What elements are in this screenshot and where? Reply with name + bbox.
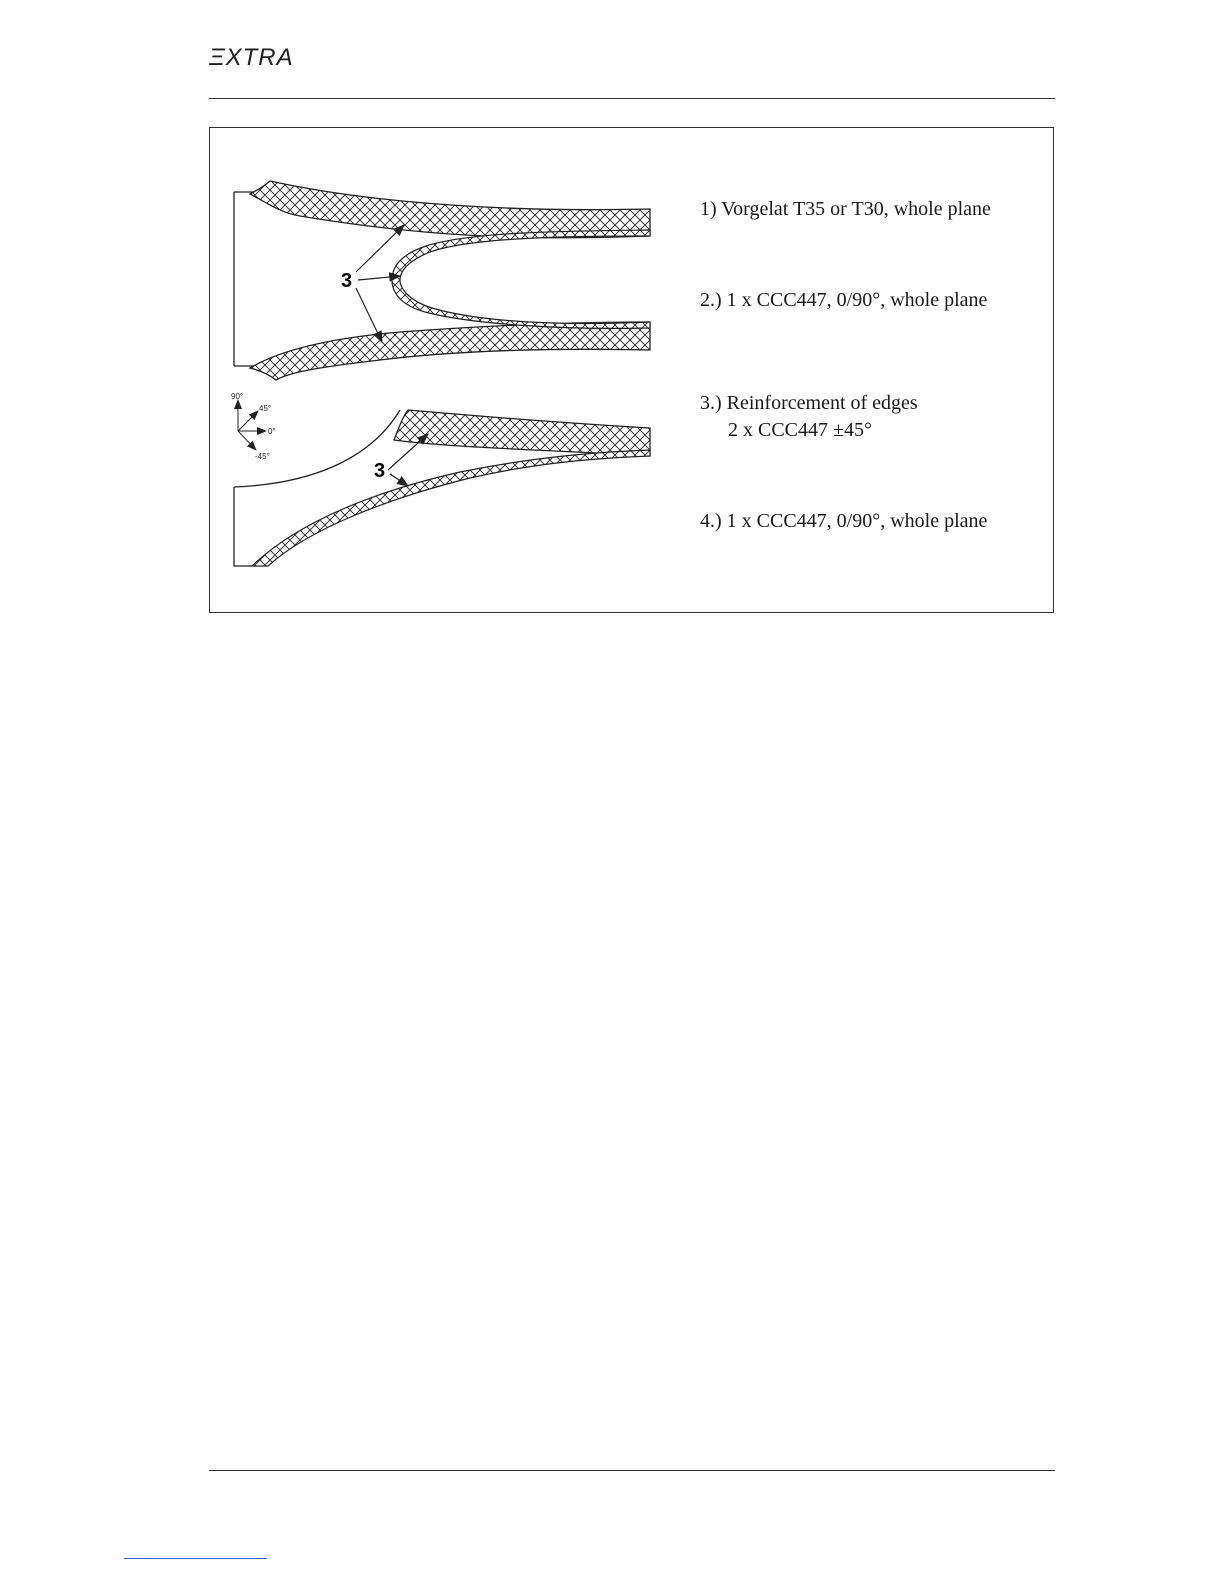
- orient-label-45: 45°: [259, 404, 272, 413]
- orient-label-minus45: -45°: [255, 452, 270, 461]
- legend-item-4: 4.) 1 x CCC447, 0/90°, whole plane: [700, 510, 988, 532]
- ply-orientation-icon: [231, 392, 276, 461]
- upper-inner-v: [392, 230, 650, 328]
- orient-label-90: 90°: [231, 392, 244, 401]
- legend-item-3: 3.) Reinforcement of edges: [700, 392, 918, 414]
- lower-top-band: [394, 410, 650, 456]
- callout-label-lower: 3: [374, 460, 386, 482]
- footer-link-underline[interactable]: [124, 1558, 267, 1559]
- legend-item-1: 1) Vorgelat T35 or T30, whole plane: [700, 198, 991, 220]
- upper-top-band: [250, 181, 650, 238]
- extra-logo: ΞXTRA: [209, 44, 294, 71]
- callout-arrow: [390, 474, 408, 486]
- lower-diagonal-band: [252, 450, 650, 566]
- upper-bottom-band: [250, 322, 650, 380]
- callout-label-upper: 3: [341, 270, 353, 292]
- lower-outline: [234, 410, 400, 566]
- legend-item-2: 2.) 1 x CCC447, 0/90°, whole plane: [700, 289, 988, 311]
- footer-rule: [209, 1470, 1055, 1471]
- orient-label-0: 0°: [268, 427, 276, 436]
- legend-item-3-detail: 2 x CCC447 ±45°: [728, 419, 872, 441]
- callout-arrow: [356, 288, 382, 342]
